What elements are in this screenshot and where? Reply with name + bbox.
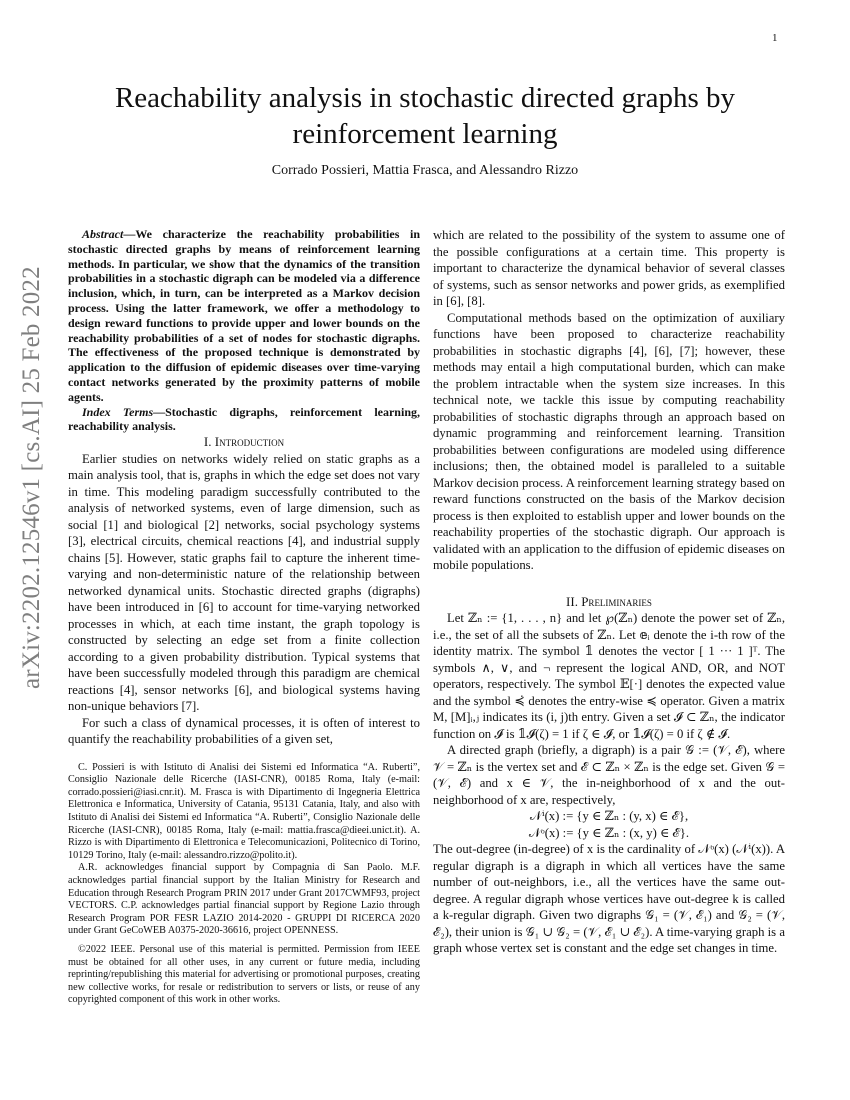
page-number: 1 [772, 32, 778, 44]
right-paragraph-2: Computational methods based on the optimization of auxiliary functions have been proposed to characterize reachability probabilities in stochastic digraphs [4], [6], [7]; however, these methods may entail a high computational burden, which can make the problem intractable when the system size increases. In this technical note, we tackle this issue by computing reachability probabilities of stochastic digraphs through an approach based on dynamic programming and reinforcement learning. Transition probabilities between configurations are modeled using difference inclusions; then, the obtained model is paralleled to a suitable Markov decision process. A reinforcement learning strategy based on reward functions constructed on the basis of the Markov decision process is then exploited to establish upper and lower bounds on the reachability properties of the stochastic digraph. Our approach is validated with an application to the diffusion of epidemic diseases on mobile populations. [433, 310, 785, 572]
intro-paragraph-1: Earlier studies on networks widely relied on static graphs as a main analysis tool, that is, graphs in which the edge set does not vary in time. This modeling paradigm successfully contributed to the analysis of networked systems, even of large dimension, such as social [1] and biological [2] networks, social psychology systems [3], electrical circuits, chemical reactions [4], and industrial supply chains [5]. However, static graphs fail to capture the inherent time-varying and non-deterministic nature of the relationship between networked dynamical units. Stochastic directed graphs (digraphs) have been introduced in [6] to account for time-varying networked processes in which, at each time instant, the graph topology is constructed by selecting an edge set from a finite collection according to a given probability distribution. Typical systems that have been successfully modeled through this paradigm are chemical reactions [4], sensor networks [6], and biological systems having non-unique behaviors [7]. [68, 451, 420, 714]
footnotes [68, 762, 420, 1007]
index-terms-text: —Stochastic digraphs, reinforcement learning, reachability analysis. [68, 404, 420, 434]
paper-title: Reachability analysis in stochastic directed graphs by reinforcement learning [114, 82, 736, 150]
section-heading-introduction: I. Introduction [203, 434, 285, 450]
prelim-paragraph-1: Let ℤₙ := {1, . . . , n} and let ℘(ℤₙ) denote the power set of ℤₙ, i.e., the set of all the subsets of ℤₙ. Let 𝕖ᵢ denote the i-th row of the identity matrix. The symbol 𝟙 denotes the vector [ 1 ··· 1 ]ᵀ. The symbols ∧, ∨, and ¬ represent the logical AND, OR, and NOT operators, respectively. The symbol 𝔼[·] denotes the expected value and the symbol ≼̇ denotes the entry-wise ≼ operator. Given a matrix M, [M]ᵢ,ⱼ indicates its (i, j)th entry. Given a set 𝓘 ⊂ ℤₙ, the indicator function on 𝓘 is 𝟙𝓘(ζ) = 1 if ζ ∈ 𝓘, or 𝟙𝓘(ζ) = 0 if ζ ∉ 𝓘. [433, 611, 785, 741]
arxiv-watermark: arXiv:2202.12546v1 [cs.AI] 25 Feb 2022 [18, 266, 45, 690]
abstract [68, 227, 420, 405]
prelim-paragraph-3: The out-degree (in-degree) of x is the cardinality of 𝒩ᵒ(x) (𝒩ⁱ(x)). A regular digraph is a digraph in which all vertices have the same number of out-neighbors, i.e., all the vertices have the same out-degree. A regular digraph whose vertices have out-degree k is called a k-regular digraph. Given two digraphs 𝒢₁ = (𝒱, ℰ₁) and 𝒢₂ = (𝒱, ℰ₂), their union is 𝒢₁ ∪ 𝒢₂ = (𝒱, ℰ₁ ∪ ℰ₂). A time-varying graph is a graph whose vertex set is constant and the edge set changes in time. [433, 842, 785, 955]
index-terms [68, 405, 420, 435]
section-heading-preliminaries: II. Preliminaries [566, 593, 652, 609]
abstract-label: Abstract [82, 227, 124, 241]
footnote-copyright: ©2022 IEEE. Personal use of this material is permitted. Permission from IEEE must be obtained for all other uses, in any current or future media, including reprinting/republishing this material for advertising or promotional purposes, creating new collective works, for resale or redistribution to servers or lists, or reuse of any copyrighted component of this work in other works. [68, 943, 420, 1006]
right-paragraph-1: which are related to the possibility of the system to assume one of the possible configurations at a certain time. This property is important to characterize the dynamical behavior of several classes of systems, such as sensor networks and power grids, as exemplified in [6], [8]. [433, 228, 785, 308]
left-column [68, 227, 420, 1007]
paper-authors: Corrado Possieri, Mattia Frasca, and Alessandro Rizzo [271, 163, 579, 178]
right-column [433, 227, 785, 957]
abstract-text: —We characterize the reachability probabilities in stochastic directed graphs by means of reinforcement learning methods. In particular, we show that the dynamics of the transition probabilities in a stochastic digraph can be modeled via a difference inclusion, which, in turn, can be interpreted as a Markov decision process. Using the latter framework, we offer a methodology to design reward functions to provide upper and lower bounds on the reachability probabilities of a set of nodes for stochastic digraphs. The effectiveness of the proposed technique is demonstrated by application to the diffusion of epidemic diseases over time-varying contact networks generated by the proximity patterns of mobile agents. [68, 227, 420, 404]
index-terms-label: Index Terms [82, 404, 154, 419]
prelim-paragraph-2: A directed graph (briefly, a digraph) is a pair 𝒢 := (𝒱, ℰ), where 𝒱 = ℤₙ is the vertex set and ℰ ⊂ ℤₙ × ℤₙ is the edge set. Given 𝒢 = (𝒱, ℰ) and x ∈ 𝒱, the in-neighborhood of x and the out-neighborhood of x are, respectively, [433, 743, 785, 807]
equation-in-neighborhood: 𝒩ⁱ(x) := {y ∈ ℤₙ : (y, x) ∈ ℰ}, [529, 809, 689, 823]
intro-paragraph-2: For such a class of dynamical processes, it is often of interest to quantify the reachability probabilities of a given set, [68, 715, 420, 747]
footnote-affiliations: C. Possieri is with Istituto di Analisi dei Sistemi ed Informatica “A. Ruberti”, Consiglio Nazionale delle Ricerche (IASI-CNR), 00185 Roma, Italy (e-mail: corrado.possieri@iasi.cnr.it). M. Frasca is with Dipartimento di Ingegneria Elettrica Elettronica e Informatica, University of Catania, 95131 Catania, Italy, and also with Istituto di Analisi dei Sistemi ed Informatica “A. Ruberti”, Consiglio Nazionale delle Ricerche (IASI-CNR), 00185 Roma, Italy (e-mail: mattia.frasca@dieei.unict.it). A. Rizzo is with Dipartimento di Elettronica e Telecomunicazioni, Politecnico di Torino, 10129 Torino, Italy (e-mail: alessandro.rizzo@polito.it). [68, 761, 420, 861]
equation-out-neighborhood: 𝒩ᵒ(x) := {y ∈ ℤₙ : (x, y) ∈ ℰ}. [528, 825, 690, 840]
footnote-funding: A.R. acknowledges financial support by Compagnia di San Paolo. M.F. acknowledges partial financial support by the Italian Ministry for Research and Education through Research Program PRIN 2017 under Grant 2017CWMF93, project VECTORS. C.P. acknowledges partial financial support by Regione Lazio through Research Program POR FESR LAZIO 2014-2020 - GRUPPI DI RICERCA 2020 under Grant GeCoWEB A0375-2020-36616, project OPENNESS. [68, 862, 420, 937]
